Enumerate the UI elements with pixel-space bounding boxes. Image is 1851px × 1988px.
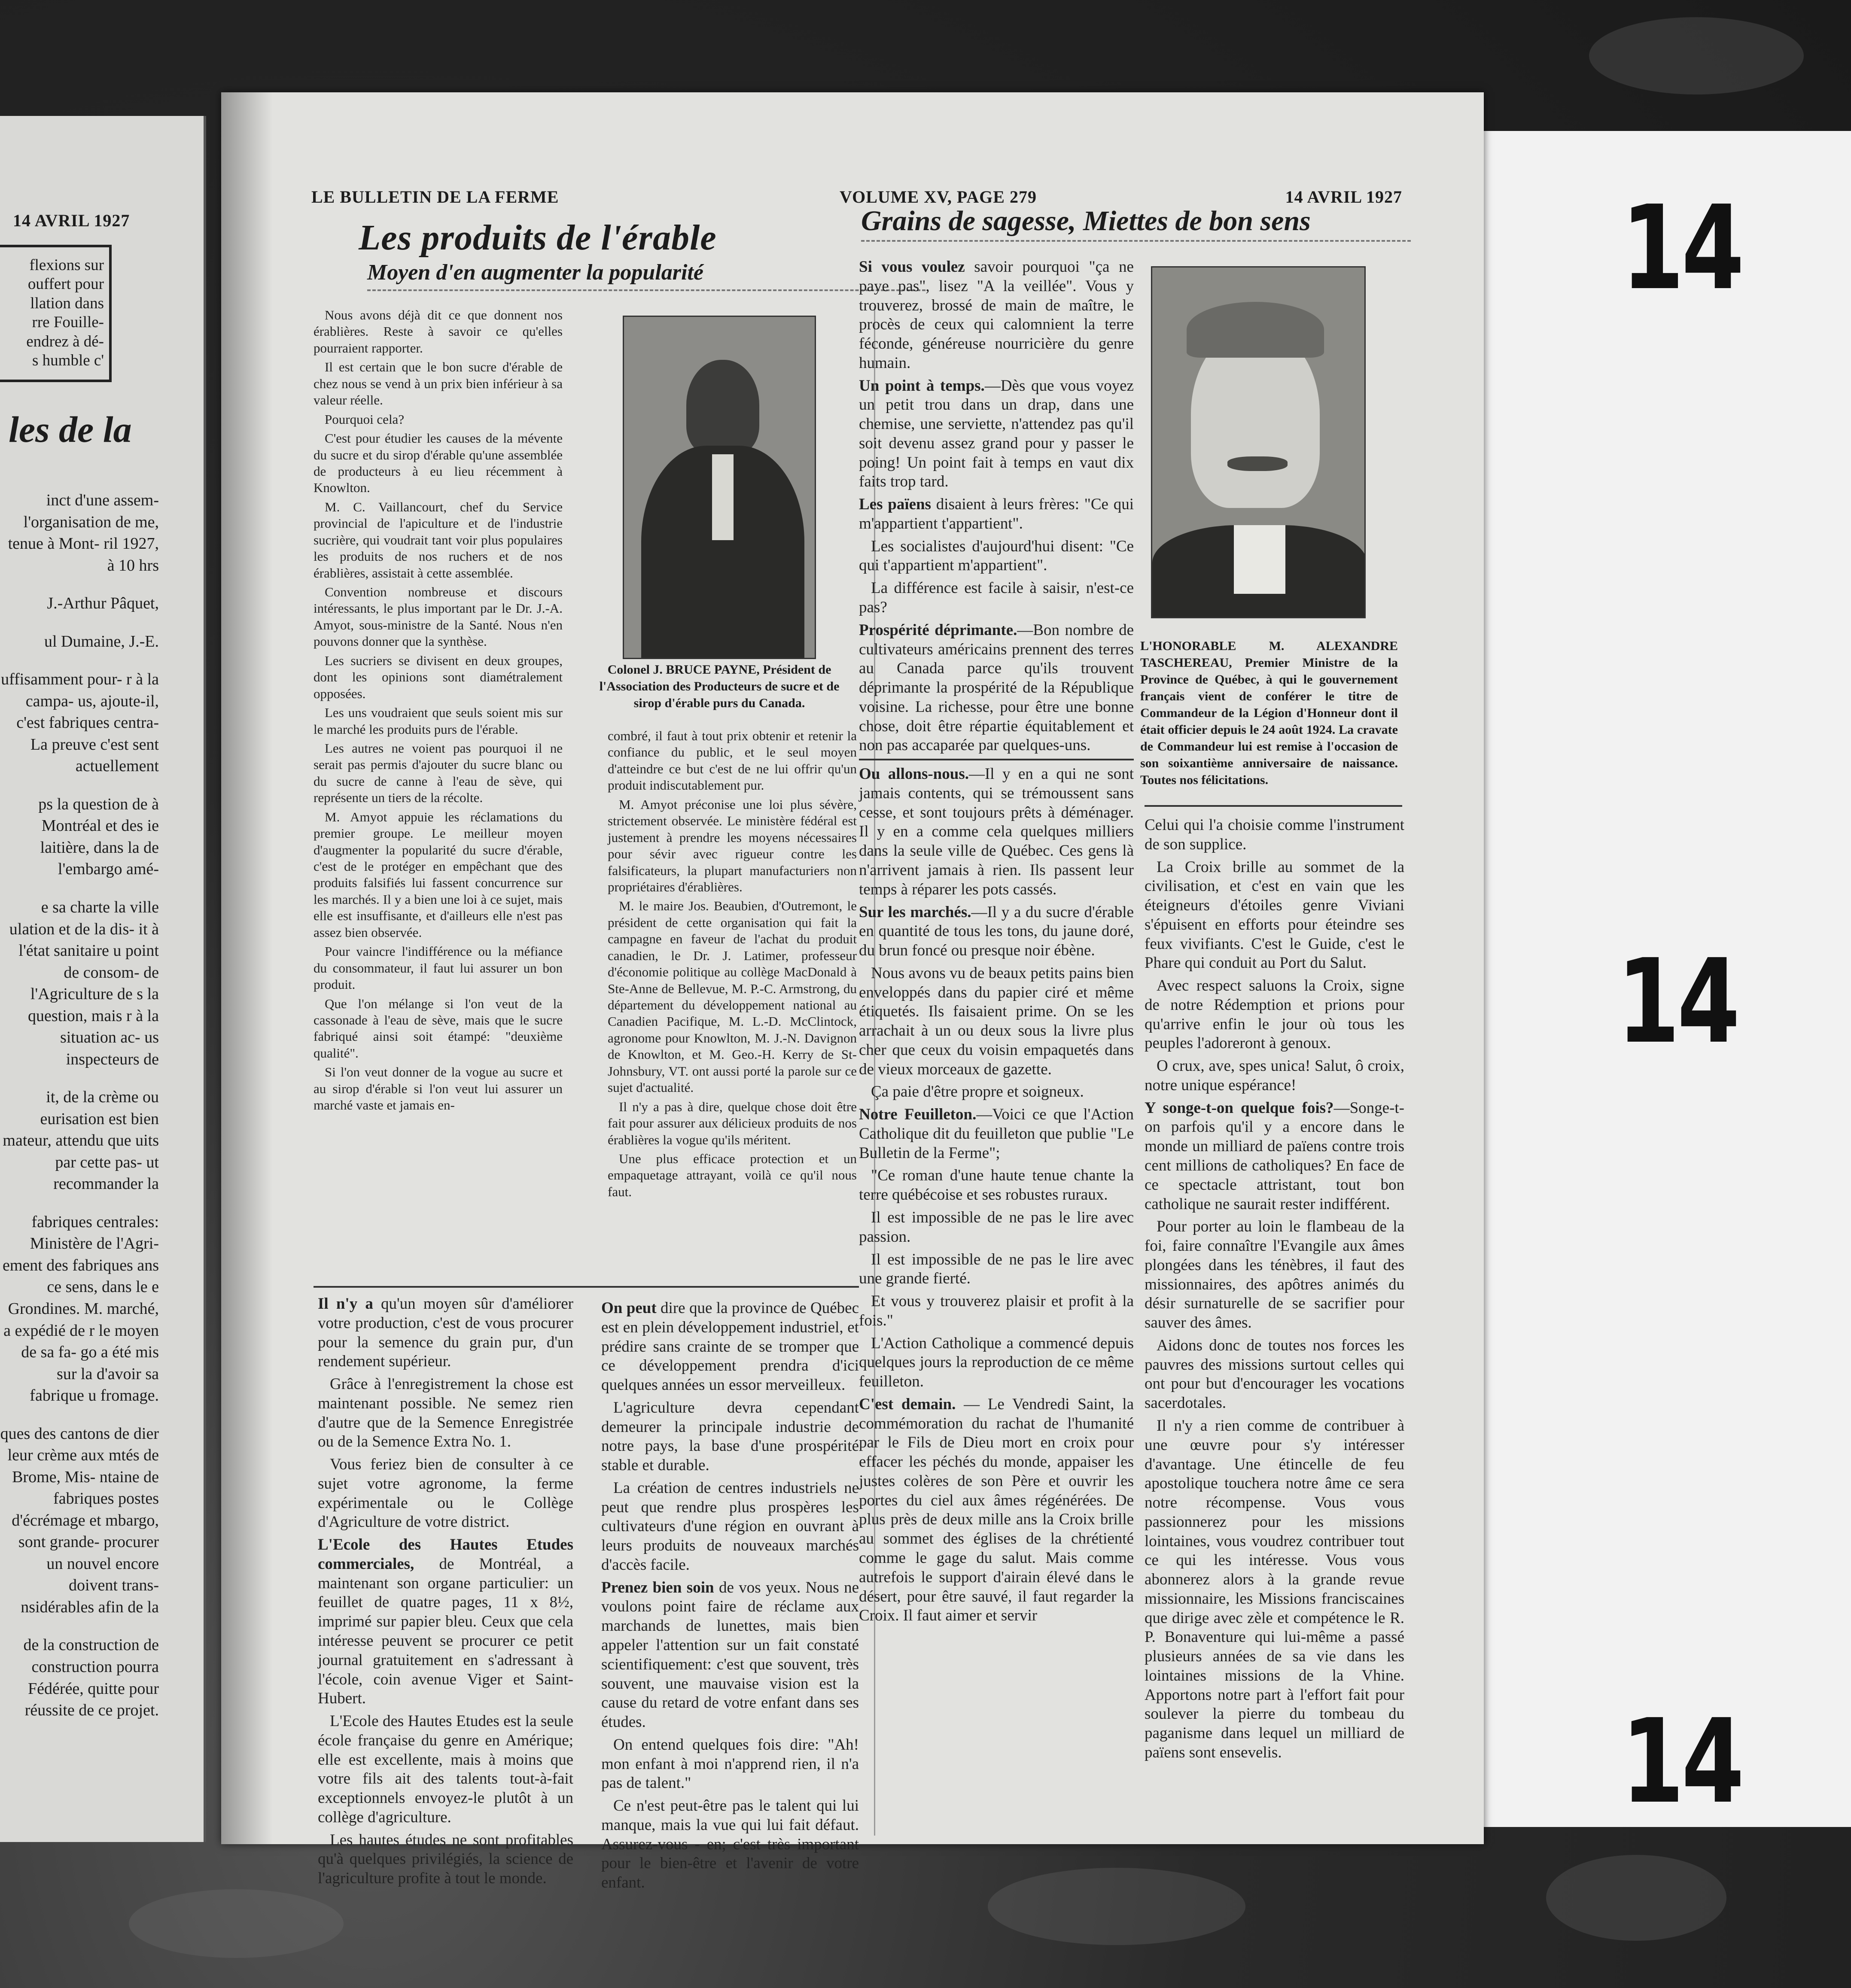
paragraph: Il est impossible de ne pas le lire avec passion.: [859, 1208, 1134, 1246]
page-marker: 14: [1621, 180, 1742, 316]
erable-column-2: [608, 728, 857, 1203]
paragraph-text: —Voici ce que l'Action Catholique dit du feuilleton que publie "Le Bulletin de la Ferme";: [859, 1106, 1134, 1162]
portrait-mustache: [1227, 456, 1288, 471]
paragraph: Aidons donc de toutes nos forces les pauvres des missions surtout celles qui ont pour but d'encourager les vocations sacerdotales.: [1145, 1336, 1404, 1412]
paragraph-text: —Il y en a qui ne sont jamais contents, qui se trémoussent sans cesse, et sont toujours prêts à déménager. Il y en a comme cela quelques milliers dans la seule ville de Québec. Ces gens là n'arrivent jamais à rien. Ils passent leur temps à réparer les pots cassés.: [859, 765, 1134, 898]
paragraph: Vous feriez bien de consulter à ce sujet votre agronome, la ferme expérimentale ou le Collège d'Agriculture de votre district.: [318, 1456, 573, 1531]
background-mottle: [1546, 1855, 1726, 1941]
paragraph: Les socialistes d'aujourd'hui disent: "Ce qui t'appartient m'appartient".: [859, 537, 1134, 575]
background-mottle: [1589, 17, 1804, 94]
paragraph: Pour vaincre l'indifférence ou la méfiance du consommateur, il faut lui assurer un bon produit.: [314, 944, 563, 992]
paragraph: Les autres ne voient pas pourquoi il ne serait pas permis d'ajouter du sucre blanc ou du sucre de canne à l'eau de sève, qui représente un tiers de la récolte.: [314, 740, 563, 806]
photo-bruce-payne: [623, 316, 816, 659]
paragraph: [859, 1105, 1134, 1163]
lower-column-1: [318, 1295, 573, 1892]
paragraph-text: de Montréal, a maintenant son organe particulier: un feuillet de quatre pages, 11 x 8½, imprimé sur papier bleu. Ceux que cela intéresse peuvent se procurer ce petit journal gratuitement en s'adressant à l'école, coin avenue Viger et Saint-Hubert.: [318, 1555, 573, 1708]
paragraph: Pour porter au loin le flambeau de la foi, faire connaître l'Evangile aux âmes plongées dans les ténèbres, il faut des missionnaires, des apôtres animés du désir surnaturelle de se sacrifier pour sauver des âmes.: [1145, 1218, 1404, 1332]
left-page-paragraph: ques des cantons de dier leur crème aux mtés de Brome, Mis- ntaine de fabriques postes d'écrémage et mbargo, sont grande- procurer un nouvel encore doivent trans- nsidérables afin de la: [0, 1424, 159, 1616]
paragraph: [601, 1299, 859, 1395]
paragraph-lead: Un point à temps.: [859, 377, 985, 395]
portrait-head: [686, 360, 759, 454]
erable-column-1: [314, 307, 563, 1116]
masthead-volume: VOLUME XV, PAGE 279: [840, 187, 1037, 207]
paragraph-text: disaient à leurs frères: "Ce qui m'appartient t'appartient".: [859, 495, 1134, 532]
paragraph: Il est impossible de ne pas le lire avec une grande fierté.: [859, 1250, 1134, 1288]
paragraph: M. le maire Jos. Beaubien, d'Outremont, le président de cette organisation qui fait la campagne en faveur de l'achat du produit canadien, le Dr. J. Latimer, professeur d'économie politique au collège MacDonald à Ste-Anne de Bellevue, M. P.-C. Armstrong, du département du développement national au Canadien Pacifique, M. L.-D. McClintock, agronome pour Knowlton, M. J.-N. Davignon de Knowlton, et M. Geo.-H. Kerry de St-Johnsbury, VT. ont aussi porté la parole sur ce sujet d'actualité.: [608, 898, 857, 1095]
notice-line: s humble c': [32, 351, 104, 369]
paragraph: Les hautes études ne sont profitables qu'à quelques privilégiés, la science de l'agriculture profite à tout le monde.: [318, 1831, 573, 1888]
paragraph: [318, 1295, 573, 1371]
newspaper-page: [221, 92, 1484, 1892]
paragraph-lead: Si vous voulez: [859, 258, 965, 276]
paragraph: Il n'y a rien comme de contribuer à une œuvre pour s'y intéresser d'avantage. Une étincelle de feu apostolique touchera notre âme ce sera notre récompense. Vous vous passionnerez pour les missions lointaines, vous voudrez contribuer tout ce qui les intéresse. Vous vous abonnerez alors à la grande revue missionnaire, les Missions franciscaines que dirige avec zèle et compétence le R. P. Bonaventure qui lui-même a passé plusieurs années de sa vie dans les lointaines missions de la Vhine. Apportons notre part à l'effort fait pour soulever la pierre du tombeau du paganisme dans lequel un milliard de païens sont ensevelis.: [1145, 1417, 1404, 1761]
paragraph: L'agriculture devra cependant demeurer la principale industrie de notre pays, la base d'une prospérité stable et durable.: [601, 1398, 859, 1474]
paragraph: Et vous y trouverez plaisir et profit à la fois.": [859, 1292, 1134, 1329]
paragraph: Que l'on mélange si l'on veut de la cassonade à l'eau de sève, mais que le sucre fabriqué ainsi soit étampé: "deuxième qualité".: [314, 996, 563, 1061]
paragraph: "Ce roman d'une haute tenue chante la terre québécoise et ses robustes ruraux.: [859, 1167, 1134, 1204]
paragraph: [859, 621, 1134, 755]
paragraph-lead: On peut: [601, 1299, 657, 1317]
paragraph-lead: Prenez bien soin: [601, 1578, 714, 1596]
left-page-paragraph: it, de la crème ou eurisation est bien mateur, attendu que uits par cette pas- ut recommander la: [3, 1088, 159, 1193]
paragraph-lead: Prospérité déprimante.: [859, 621, 1017, 639]
masthead-publication: LE BULLETIN DE LA FERME: [311, 187, 559, 207]
paragraph: Il est certain que le bon sucre d'érable de chez nous se vend à un prix bien inférieur à sa valeur réelle.: [314, 359, 563, 408]
paragraph-text: —Dès que vous voyez un petit trou dans un drap, dans une chemise, une serviette, n'attendez pas qu'il soit devenu assez grand pour y passer le poing! Un point fait à temps en vaut dix faits trop tard.: [859, 377, 1134, 491]
section-divider: [1145, 805, 1402, 807]
paragraph-lead: Sur les marchés.: [859, 903, 971, 921]
left-page-paragraph: e sa charte la ville ulation et de la dis- it à l'état sanitaire u point de consom- de l'Agriculture de s la question, mais r à la situation ac- us inspecteurs de: [9, 898, 159, 1068]
paragraph: [601, 1578, 859, 1732]
section-divider: [314, 1286, 859, 1288]
paragraph: Avec respect saluons la Croix, signe de notre Rédemption et prions pour qu'arrive enfin le jour où tous les peuples l'adoreront à genoux.: [1145, 977, 1404, 1052]
paragraph-lead: Il n'y a: [318, 1295, 373, 1313]
left-page-paragraph: inct d'une assem- l'organisation de me, tenue à Mont- ril 1927, à 10 hrs: [8, 491, 159, 575]
paragraph-text: savoir pourquoi "ça ne paye pas", lisez "A la veillée". Vous y trouverez, brossé de main de maître, le procès de ceux qui calomnient la terre féconde, généreuse nourricière du genre humain.: [859, 258, 1134, 372]
article-title-erable: Les produits de l'érable: [359, 218, 717, 258]
gutter-shadow: [221, 92, 273, 1844]
portrait-collar: [1234, 525, 1285, 594]
photo-alexandre-taschereau: [1151, 266, 1366, 618]
paragraph: L'Action Catholique a commencé depuis quelques jours la reproduction de ce même feuilleton.: [859, 1334, 1134, 1391]
paragraph: Pourquoi cela?: [325, 411, 405, 427]
paragraph: [859, 495, 1134, 534]
left-page-heading: les de la: [9, 409, 132, 450]
grains-column-1: [859, 258, 1134, 1629]
notice-line: ouffert pour: [27, 275, 104, 293]
paragraph: [859, 903, 1134, 961]
left-page-paragraph: de la construction de construction pourra Fédérée, quitte pour réussite de ce projet.: [23, 1636, 159, 1720]
photo-caption-bruce-payne: Colonel J. BRUCE PAYNE, Président de l'Association des Producteurs de sucre et de sirop d'érable purs du Canada.: [599, 663, 840, 710]
paragraph: Nous avons vu de beaux petits pains bien enveloppés dans du papier ciré et même étiquetés. Ils faisaient prime. On se les arrachait à un ou deux sous la livre plus cher que ceux du voisin empaquetés dans de vieux morceaux de gazette.: [859, 964, 1134, 1078]
paragraph: Une plus efficace protection et un empaquetage attrayant, voilà ce qu'il nous faut.: [608, 1151, 857, 1199]
left-page-paragraph: J.-Arthur Pâquet,: [47, 594, 159, 613]
paragraph-lead: Y songe-t-on quelque fois?: [1145, 1099, 1334, 1117]
paragraph: O crux, ave, spes unica! Salut, ô croix, notre unique espérance!: [1145, 1057, 1404, 1094]
paragraph-lead: L'Ecole des Hautes Etudes commerciales,: [318, 1536, 573, 1573]
paragraph-text: —Il y a du sucre d'érable en quantité de tous les tons, du jaune doré, du brun foncé ou presque noir ébène.: [859, 903, 1134, 960]
paragraph: Nous avons déjà dit ce que donnent nos érablières. Reste à savoir ce qu'elles pourraient rapporter.: [314, 307, 563, 356]
paragraph: [859, 258, 1134, 373]
notice-line: flexions sur: [29, 256, 104, 274]
grains-column-2: [1145, 816, 1404, 1766]
paragraph: La différence est facile à saisir, n'est-ce pas?: [859, 579, 1134, 617]
page-marker: 14: [1617, 934, 1738, 1069]
left-page-paragraph: fabriques centrales: Ministère de l'Agri- ement des fabriques ans ce sens, dans le e Grondines. M. marché, a expédié de r le moyen de sa fa- go a été mis sur la d'avoir sa fabrique u fromage.: [2, 1213, 159, 1405]
section-divider: [859, 759, 1134, 760]
paragraph: Il n'y a pas à dire, quelque chose doit être fait pour assurer aux délicieux produits de nos érablières la vogue qu'ils méritent.: [608, 1099, 857, 1147]
paragraph-text: dire que la province de Québec est en plein développement industriel, et prédire sans crainte de se tromper que ce développement prendra d'ici quelques années un essor merveilleux.: [601, 1299, 859, 1394]
background-mottle: [129, 1889, 344, 1958]
paragraph: Grâce à l'enregistrement la chose est maintenant possible. Ne semez rien d'autre que de la Semence Enregistrée ou de la Semence Extra No. 1.: [318, 1375, 573, 1451]
paragraph-text: qu'un moyen sûr d'améliorer votre production, c'est de vous procurer pour la semence du grain pur, d'un rendement supérieur.: [318, 1295, 573, 1371]
paragraph: [859, 1395, 1134, 1626]
paragraph-text: —Bon nombre de cultivateurs américains prennent des terres au Canada parce qu'ils trouvent déprimante la prospérité de la République voisine. La richesse, pour être une bonne chose, doit être répartie équitablement et non pas accaparée par quelques-uns.: [859, 621, 1134, 754]
paragraph: L'Ecole des Hautes Etudes est la seule école française du genre en Amérique; elle est excellente, mais à moins que votre fils ait des talents tout-à-fait exceptionnels envoyez-le plutôt à un collège d'agriculture.: [318, 1712, 573, 1826]
masthead-date: 14 AVRIL 1927: [1285, 187, 1402, 207]
paragraph-lead: Notre Feuilleton.: [859, 1106, 977, 1124]
paragraph-lead: Ou allons-nous.: [859, 765, 969, 783]
left-page-notice-box: [0, 245, 112, 382]
background-mottle: [988, 1868, 1245, 1945]
paragraph-text: — Le Vendredi Saint, la commémoration du rachat de l'humanité par le Fils de Dieu mort en croix pour effacer les péchés du monde, appaiser les justes colères de son Père et ouvrir les portes du ciel aux âmes régénérées. De plus près de deux mille ans la Croix brille au sommet des églises de la chrétienté comme le gage du salut. Mais comme autrefois le support d'airain élevé dans le désert, pour être sauvé, il faut regarder la Croix. Il faut aimer et servir: [859, 1395, 1134, 1625]
paragraph: Les uns voudraient que seuls soient mis sur le marché les produits purs de l'érable.: [314, 705, 563, 737]
paragraph-text: de vos yeux. Nous ne voulons point faire de réclame aux marchands de lunettes, mais bien appeler l'attention sur un fait constaté scientifiquement: c'est que souvent, très souvent, une mauvaise vision est la cause du retard de votre enfant dans ses études.: [601, 1578, 859, 1731]
paragraph: Celui qui l'a choisie comme l'instrument de son supplice.: [1145, 816, 1404, 853]
article-title-grains: Grains de sagesse, Miettes de bon sens: [861, 205, 1411, 242]
paragraph: C'est pour étudier les causes de la mévente du sucre et du sirop d'érable qu'une assemblée de producteurs à eu lieu récemment à Knowlton.: [314, 431, 563, 495]
paragraph: Si l'on veut donner de la vogue au sucre et au sirop d'érable si l'on veut lui assurer un marché vaste et jamais en-: [314, 1064, 563, 1113]
portrait-hair: [1187, 302, 1324, 358]
paragraph: [318, 1535, 573, 1708]
paragraph: [859, 377, 1134, 492]
article-subtitle-erable: Moyen d'en augmenter la popularité: [367, 260, 926, 291]
lower-column-2: [601, 1299, 859, 1896]
photo-caption-taschereau: L'HONORABLE M. ALEXANDRE TASCHEREAU, Premier Ministre de la Province de Québec, à qui le gouvernement français vient de conférer le titre de Commandeur de la Légion d'Honneur dont il était officier depuis le 24 août 1924. La cravate de Commandeur lui est remise à l'occasion de son soixantième anniversaire de naissance. Toutes nos félicitations.: [1140, 639, 1398, 787]
paragraph: Ça paie d'être propre et soigneux.: [871, 1083, 1084, 1101]
paragraph: On entend quelques fois dire: "Ah! mon enfant à moi n'apprend rien, il n'a pas de talent.": [601, 1736, 859, 1792]
paragraph: Ce n'est peut-être pas le talent qui lui manque, mais la vue qui lui fait défaut. Assurez-vous - en; c'est très important pour le bien-être et l'avenir de votre enfant.: [601, 1797, 859, 1892]
paragraph-lead: Les païens: [859, 495, 932, 514]
page-marker-strip: [1484, 131, 1851, 1827]
notice-line: endrez à dé-: [26, 332, 104, 350]
page-marker: 14: [1621, 1694, 1742, 1829]
left-page-paragraph: ps la question de à Montréal et des ie laitière, dans la de l'embargo amé-: [38, 795, 159, 878]
paragraph-text: —Songe-t-on parfois qu'il y a encore dans le monde un milliard de païens contre trois cent millions de catholiques? En face de ce spectacle attristant, tout bon catholique ne saurait rester indifférent.: [1145, 1099, 1404, 1213]
left-page-paragraph: uffisamment pour- r à la campa- us, ajoute-il, c'est fabriques centra- La preuve c'est sent actuellement: [1, 670, 159, 775]
left-page-paragraph: ul Dumaine, J.-E.: [44, 632, 159, 651]
notice-line: llation dans: [30, 294, 104, 312]
notice-line: rre Fouille-: [32, 313, 104, 331]
left-page-date: 14 AVRIL 1927: [13, 211, 130, 230]
paragraph: [1145, 1099, 1404, 1214]
paragraph: M. Amyot appuie les réclamations du premier groupe. Le meilleur moyen d'augmenter la popularité du sucre d'érable, c'est de le protéger en empêchant que des produits falsifiés lui fassent concurrence sur les marchés. Il y a bien une loi à ce sujet, mais elle est insuffisante, et d'ailleurs elle n'est pas assez bien observée.: [314, 809, 563, 940]
left-page-body: [0, 489, 159, 1738]
left-facing-page: [0, 116, 206, 1842]
paragraph: combré, il faut à tout prix obtenir et retenir la confiance du public, et le seul moyen d'atteindre ce but c'est de ne lui offrir qu'un produit indiscutablement pur.: [608, 728, 857, 793]
paragraph: La création de centres industriels ne peut que rendre plus prospères les cultivateurs d'une région en ouvrant à leurs produits de nouveaux marchés d'accès facile.: [601, 1479, 859, 1574]
paragraph: Les sucriers se divisent en deux groupes, dont les opinions sont diamétralement opposées.: [314, 653, 563, 701]
paragraph-lead: C'est demain.: [859, 1395, 956, 1413]
paragraph: La Croix brille au sommet de la civilisation, et c'est en vain que les éteigneurs d'étoiles genre Viviani s'épuisent en efforts pour éteindre ses feux vivifiants. C'est le Guide, c'est le Phare qui conduit au Port du Salut.: [1145, 858, 1404, 972]
paragraph: [859, 765, 1134, 899]
paragraph: M. C. Vaillancourt, chef du Service provincial de l'apiculture et de l'industrie sucrière, qui voudrait tant voir plus populaires les produits de nos ruchers et de nos érablières, assistait à cette assemblée.: [314, 499, 563, 581]
paragraph: Convention nombreuse et discours intéressants, le plus important par le Dr. J.-A. Amyot, sous-ministre de la Santé. Nous n'en pouvons donner que la synthèse.: [314, 584, 563, 649]
portrait-shirt: [712, 454, 734, 540]
paragraph: M. Amyot préconise une loi plus sévère, strictement observée. Le ministère fédéral est justement à prendre les moyens nécessaires pour sévir avec rigueur contre les falsificateurs, la plupart manufacturiers non propriétaires d'érablières.: [608, 796, 857, 894]
